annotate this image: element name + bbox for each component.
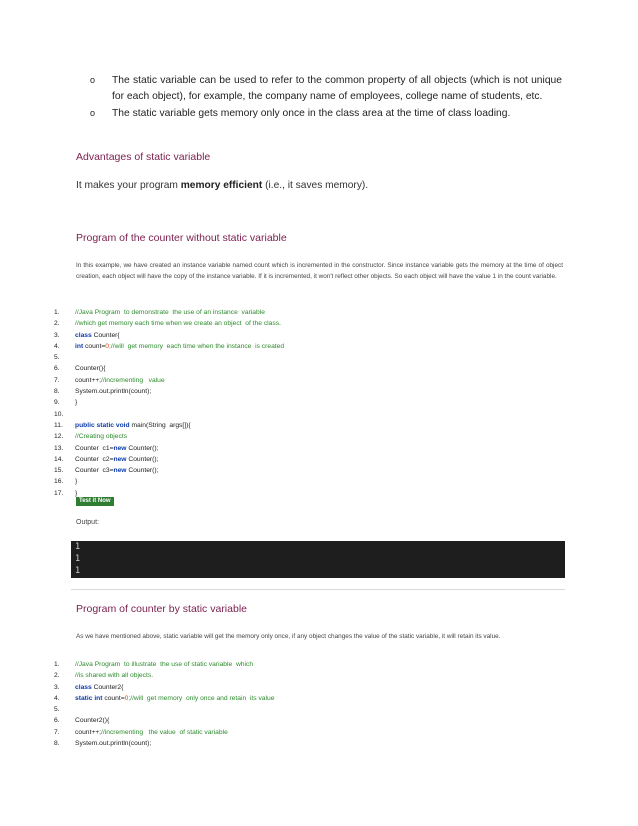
code-line-number: 13. [54,444,64,452]
advantages-text-before: It makes your program [76,180,181,191]
code-line-number: 7. [54,728,60,736]
bullet-marker: o [90,75,96,85]
code-token: 0 [105,342,110,350]
bullet-text: The static variable can be used to refer to the common property of all objects (which is not unique for each object), for example, the company name of employees, college name of students, etc. [112,75,562,102]
code-token: count++; [75,376,102,384]
advantages-text-after: (i.e., it saves memory). [262,180,369,191]
code-token: Counter(); [126,444,159,452]
code-line [54,420,284,431]
code-line-number: 2. [54,672,60,680]
code-token: //Creating objects [75,433,128,441]
section-divider [71,589,565,590]
code-line [54,386,284,397]
code-line [54,693,274,704]
code-token: Counter(); [126,467,159,475]
code-token: //incrementing value [101,376,165,384]
code-token: Counter2(){ [75,717,110,725]
code-line [54,363,284,374]
code-token: public static void [75,421,130,429]
code-line [54,670,274,681]
code-token: Counter c2= [75,455,114,463]
code-line [54,375,284,386]
try-it-now-button[interactable]: Test it Now [76,497,114,506]
code-token: main(String args[]){ [129,421,191,429]
code-token: Counter(); [126,455,159,463]
code-line-number: 8. [54,740,60,748]
code-token: Counter(){ [75,365,106,373]
code-line-number: 5. [54,354,60,362]
code-token: count= [102,694,125,702]
code-line-number: 15. [54,467,64,475]
code-line-number: 12. [54,433,64,441]
code-token: ;//will get memory each time when the instance is created [109,342,285,350]
bullet-item [90,106,562,122]
code-token: //incrementing the value of static variable [101,728,228,736]
code-token: int [75,342,84,350]
code-line [54,715,274,726]
code-line [54,352,284,363]
code-line-number: 3. [54,331,60,339]
code-line [54,409,284,420]
code-token: //Java Program to illustrate the use of static variable which [75,661,254,668]
code-line-number: 7. [54,376,60,384]
code-line-number: 10. [54,410,64,418]
code-token: new [113,455,127,463]
code-token: class [75,683,92,691]
code-line [54,682,274,693]
code-token: class [75,331,92,339]
code-token: new [113,444,127,452]
section2-description: As we have mentioned above, static variable will get the memory only once, if any object changes the value of the static variable, it will retain its value. [76,633,501,640]
output-line: 1 [75,542,81,552]
code-line-number: 16. [54,478,64,486]
code-line [54,341,284,352]
code-line [54,431,284,442]
code-token: //is shared with all objects. [75,672,154,680]
code-token: ;//will get memory only once and retain its value [128,694,275,702]
bullet-list [90,73,562,124]
code-token: } [75,478,78,486]
code-line-number: 6. [54,365,60,373]
output-line: 1 [75,566,81,576]
code-token: } [75,489,78,497]
code-token: Counter2{ [91,683,124,691]
code-line [54,397,284,408]
code-token: //which get memory each time when we create an object of the class. [75,320,281,328]
code-line [54,443,284,454]
code-line-number: 2. [54,320,60,328]
code-token: static int [75,694,103,702]
code-line [54,727,274,738]
code-line-number: 5. [54,706,60,714]
code-line-number: 1. [54,661,60,668]
code-line [54,476,284,487]
code-token: 0 [124,694,129,702]
code-token: System.out.println(count); [75,388,152,396]
code-line-number: 11. [54,421,63,429]
code-token: count++; [75,728,102,736]
advantages-text-bold: memory efficient [180,180,263,191]
code-token: } [75,399,78,407]
code-line [54,454,284,465]
code-line-number: 14. [54,455,64,463]
code-line-number: 6. [54,717,60,725]
code-line [54,738,274,749]
code-line-number: 9. [54,399,60,407]
code-token: Counter c3= [75,467,114,475]
code-line-number: 17. [54,489,64,497]
code-line [54,659,274,670]
section1-heading: Program of the counter without static variable [76,232,287,244]
code-line [54,318,284,329]
code-line-number: 4. [54,342,60,350]
code-token: //Java Program to demonstrate the use of an instance variable [75,309,265,316]
code-token: Counter{ [91,331,120,339]
code-line [54,704,274,715]
code-line-number: 8. [54,388,60,396]
code-line [54,465,284,476]
advantages-heading: Advantages of static variable [76,151,211,163]
section2-code-block [54,659,274,749]
output-line: 1 [75,554,81,564]
advantages-text [76,180,368,191]
code-line-number: 3. [54,683,60,691]
output-label: Output: [76,519,99,526]
bullet-text: The static variable gets memory only once in the class area at the time of class loading. [112,108,511,119]
code-line-number: 1. [54,309,60,316]
code-line-number: 4. [54,694,60,702]
section2-heading: Program of counter by static variable [76,603,247,615]
section1-code-block [54,307,284,499]
code-line [54,330,284,341]
bullet-marker: o [90,108,96,118]
output-console [71,541,565,578]
code-token: System.out.println(count); [75,740,152,748]
code-token: Counter c1= [75,444,114,452]
code-line [54,307,284,318]
section1-description: In this example, we have created an instance variable named count which is incremented in the constructor. Since instance variable gets the memory at the time of object creation, each object will have the copy of the instance variable. If it is incremented, it won't reflect other objects. So each object will have the value 1 in the count variable. [76,262,563,280]
code-token: new [113,467,127,475]
code-token: count= [83,342,106,350]
bullet-item [90,73,562,104]
